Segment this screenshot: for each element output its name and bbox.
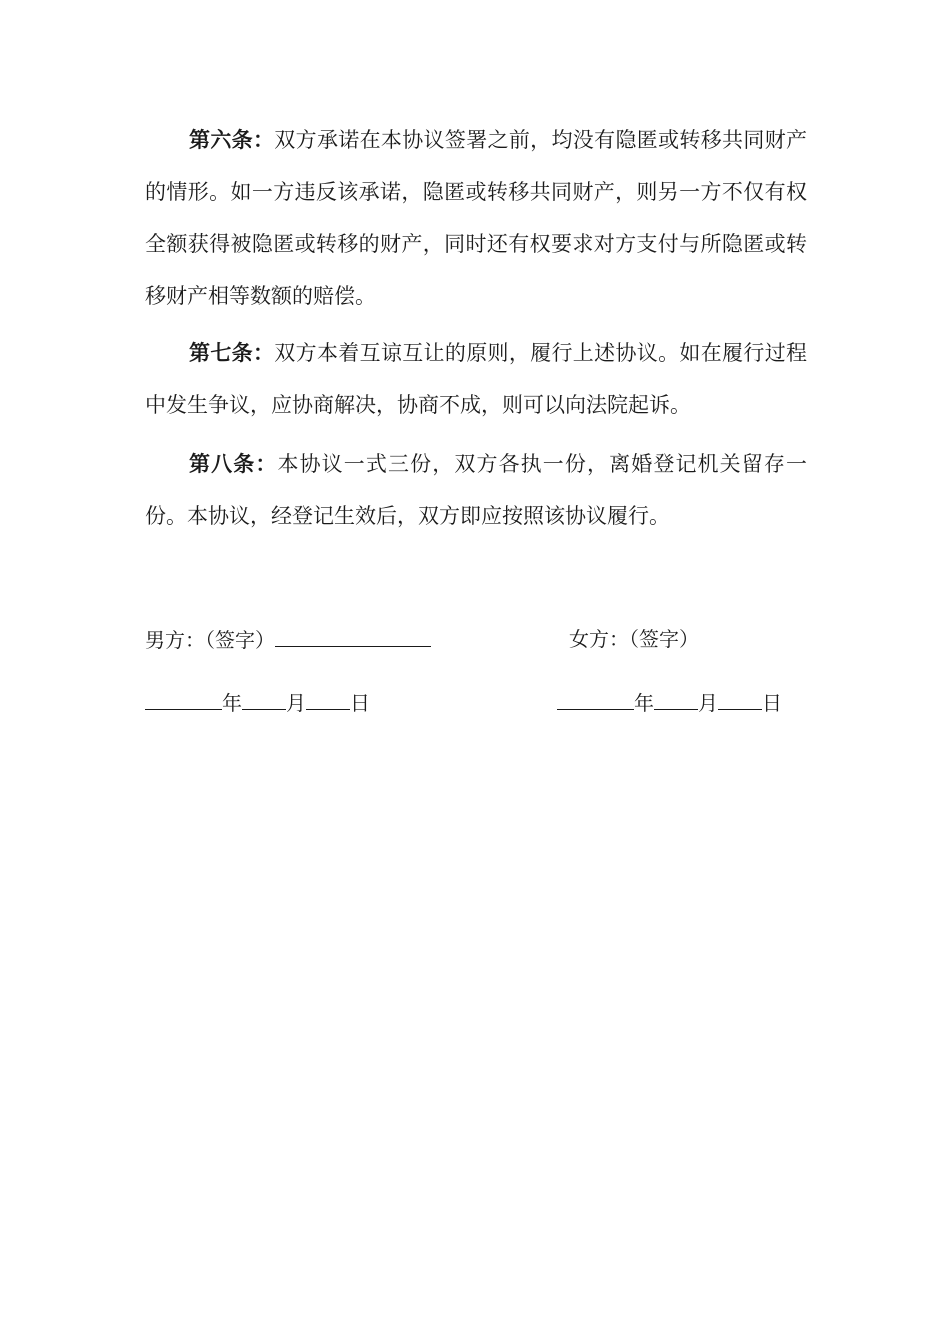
female-date-day-label: 日 — [762, 691, 782, 715]
clause-six — [145, 114, 807, 322]
female-signature-label: 女方：（签字） — [569, 627, 699, 651]
clause-eight — [145, 438, 807, 542]
male-signature-label: 男方：（签字） — [145, 628, 275, 652]
male-date-day-blank[interactable] — [306, 687, 350, 710]
male-date-month-blank[interactable] — [242, 687, 286, 710]
female-date-year-blank[interactable] — [557, 687, 634, 710]
clause-eight-label: 第八条： — [189, 451, 278, 476]
clause-seven-label: 第七条： — [189, 340, 275, 365]
clause-eight-text: 本协议一式三份，双方各执一份，离婚登记机关留存一份。本协议，经登记生效后，双方即应按照该协议履行。 — [145, 452, 808, 528]
female-date-day-blank[interactable] — [718, 687, 762, 710]
male-signature — [145, 624, 431, 655]
female-signature — [569, 624, 699, 654]
female-date-year-label: 年 — [634, 691, 654, 715]
male-signature-line[interactable] — [275, 624, 431, 647]
male-date-day-label: 日 — [350, 691, 370, 715]
male-date — [145, 687, 370, 718]
clause-seven — [145, 327, 807, 431]
clause-six-label: 第六条： — [189, 127, 275, 152]
male-date-year-label: 年 — [222, 691, 242, 715]
female-date-month-label: 月 — [698, 691, 718, 715]
clause-six-text: 双方承诺在本协议签署之前，均没有隐匿或转移共同财产的情形。如一方违反该承诺，隐匿或转移共同财产，则另一方不仅有权全额获得被隐匿或转移的财产，同时还有权要求对方支付与所隐匿或转移财产相等数额的赔偿。 — [145, 128, 808, 308]
male-date-year-blank[interactable] — [145, 687, 222, 710]
male-date-month-label: 月 — [286, 691, 306, 715]
clause-seven-text: 双方本着互谅互让的原则，履行上述协议。如在履行过程中发生争议，应协商解决，协商不成，则可以向法院起诉。 — [145, 341, 808, 417]
female-date-month-blank[interactable] — [654, 687, 698, 710]
female-date — [557, 687, 782, 718]
